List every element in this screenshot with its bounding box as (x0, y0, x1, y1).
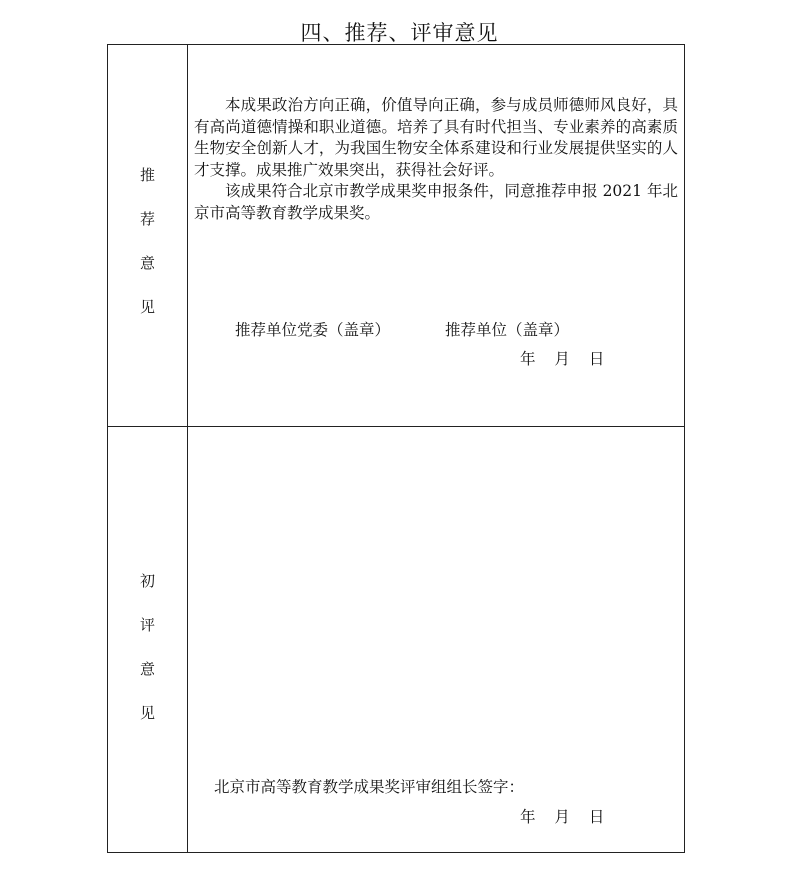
label-char: 意 (139, 254, 155, 272)
recommendation-paragraph-2: 该成果符合北京市教学成果奖申报条件，同意推荐申报 2021 年北京市高等教育教学成果奖。 (194, 182, 678, 222)
label-char: 荐 (139, 210, 155, 228)
column-divider (187, 45, 188, 852)
review-date: 年 月 日 (520, 808, 605, 826)
label-char: 见 (139, 704, 155, 722)
label-char: 见 (139, 298, 155, 316)
review-table (107, 44, 685, 853)
page-title: 四、推荐、评审意见 (300, 21, 499, 45)
recommendation-paragraph-1: 本成果政治方向正确，价值导向正确，参与成员师德师风良好，具有高尚道德情操和职业道德。培养了具有时代担当、专业素养的高素质生物安全创新人才，为我国生物安全体系建设和行业发展提供坚实的人才支撑。成果推广效果突出，获得社会好评。 (194, 96, 678, 179)
unit-seal: 推荐单位（盖章） (445, 321, 570, 339)
label-char: 意 (139, 660, 155, 678)
row-divider (108, 426, 684, 427)
preliminary-review-label (108, 559, 187, 735)
recommendation-label (108, 153, 187, 329)
party-committee-seal: 推荐单位党委（盖章） (235, 321, 391, 339)
recommendation-date: 年 月 日 (520, 350, 605, 368)
label-char: 推 (139, 166, 155, 184)
review-group-leader-signature: 北京市高等教育教学成果奖评审组组长签字： (214, 778, 525, 796)
label-char: 初 (139, 572, 155, 590)
label-char: 评 (139, 616, 155, 634)
recommendation-text (194, 95, 678, 224)
